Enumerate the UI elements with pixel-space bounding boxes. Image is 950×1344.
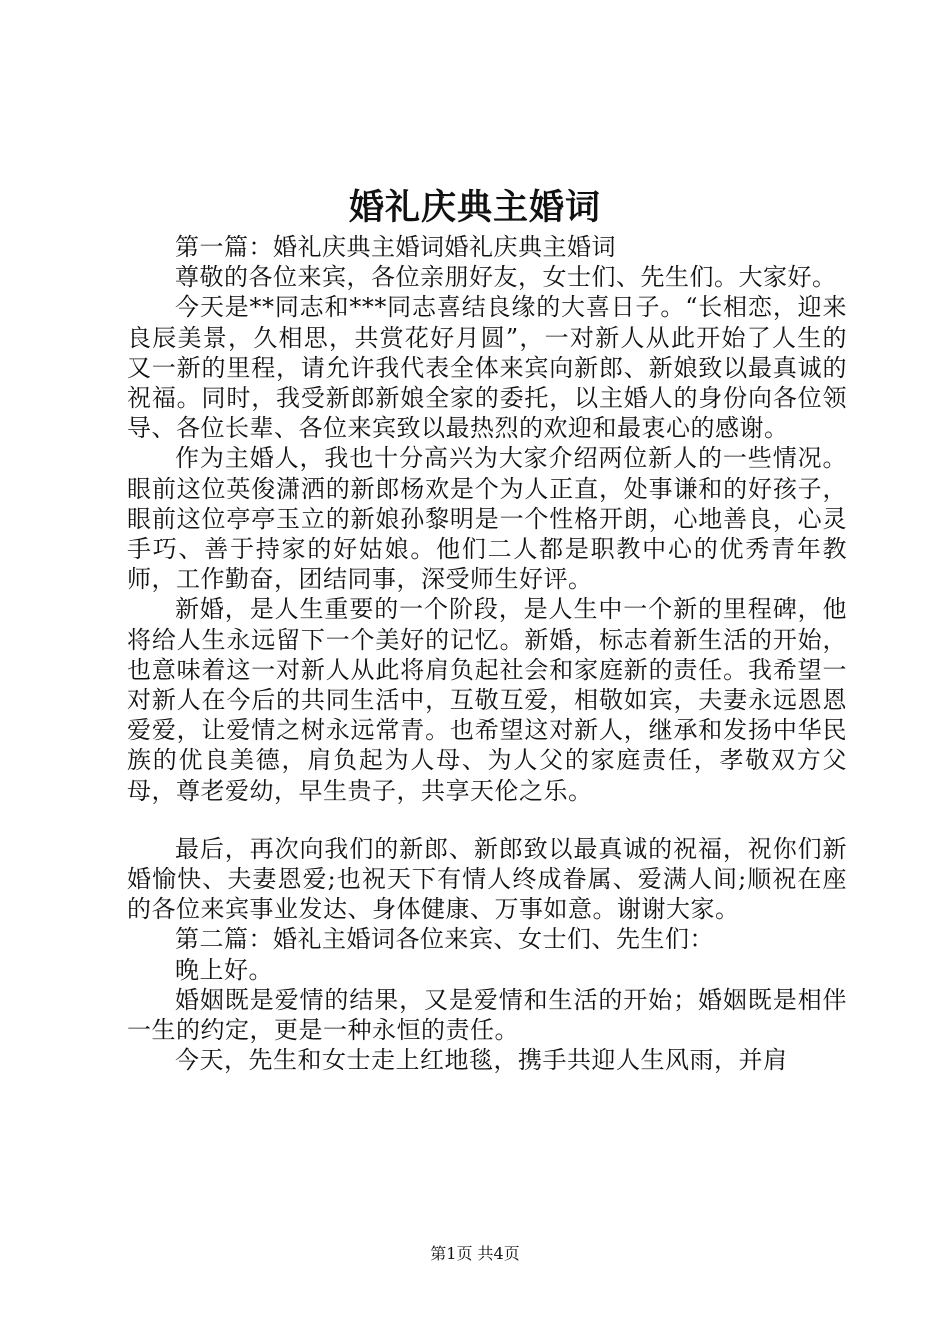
paragraph: 婚姻既是爱情的结果，又是爱情和生活的开始；婚姻既是相伴一生的约定，更是一种永恒的责任。 [127, 985, 847, 1045]
section-heading-1: 第一篇：婚礼庆典主婚词婚礼庆典主婚词 [175, 233, 616, 261]
section-heading-2: 第二篇：婚礼主婚词各位来宾、女士们、先生们： [175, 925, 714, 954]
paragraph: 最后，再次向我们的新郎、新郎致以最真诚的祝福，祝你们新婚愉快、夫妻恩爱;也祝天下有情人终成眷属、爱满人间;顺祝在座的各位来宾事业发达、身体健康、万事如意。谢谢大家。 [127, 834, 847, 924]
document-body [127, 232, 847, 1075]
paragraph: 作为主婚人，我也十分高兴为大家介绍两位新人的一些情况。眼前这位英俊潇洒的新郎杨欢是个为人正直，处事谦和的好孩子，眼前这位亭亭玉立的新娘孙黎明是一个性格开朗，心地善良，心灵手巧、善于持家的好姑娘。他们二人都是职教中心的优秀青年教师，工作勤奋，团结同事，深受师生好评。 [127, 444, 847, 594]
paragraph: 今天，先生和女士走上红地毯，携手共迎人生风雨，并肩 [175, 1046, 788, 1075]
paragraph: 今天是**同志和***同志喜结良缘的大喜日子。“长相恋，迎来良辰美景，久相思，共赏花好月圆”，一对新人从此开始了人生的又一新的里程，请允许我代表全体来宾向新郎、新娘致以最真诚的祝福。同时，我受新郎新娘全家的委托，以主婚人的身份向各位领导、各位长辈、各位来宾致以最热烈的欢迎和最衷心的感谢。 [127, 293, 847, 443]
paragraph: 晚上好。 [175, 955, 273, 984]
page-footer: 第1页 共4页 [430, 1244, 520, 1263]
document-title: 婚礼庆典主婚词 [348, 187, 601, 228]
paragraph: 尊敬的各位来宾，各位亲朋好友，女士们、先生们。大家好。 [175, 263, 837, 292]
paragraph: 新婚，是人生重要的一个阶段，是人生中一个新的里程碑，他将给人生永远留下一个美好的记忆。新婚，标志着新生活的开始，也意味着这一对新人从此将肩负起社会和家庭新的责任。我希望一对新人在今后的共同生活中，互敬互爱，相敬如宾，夫妻永远恩恩爱爱，让爱情之树永远常青。也希望这对新人，继承和发扬中华民族的优良美德，肩负起为人母、为人父的家庭责任，孝敬双方父母，尊老爱幼，早生贵子，共享天伦之乐。 [127, 595, 847, 805]
